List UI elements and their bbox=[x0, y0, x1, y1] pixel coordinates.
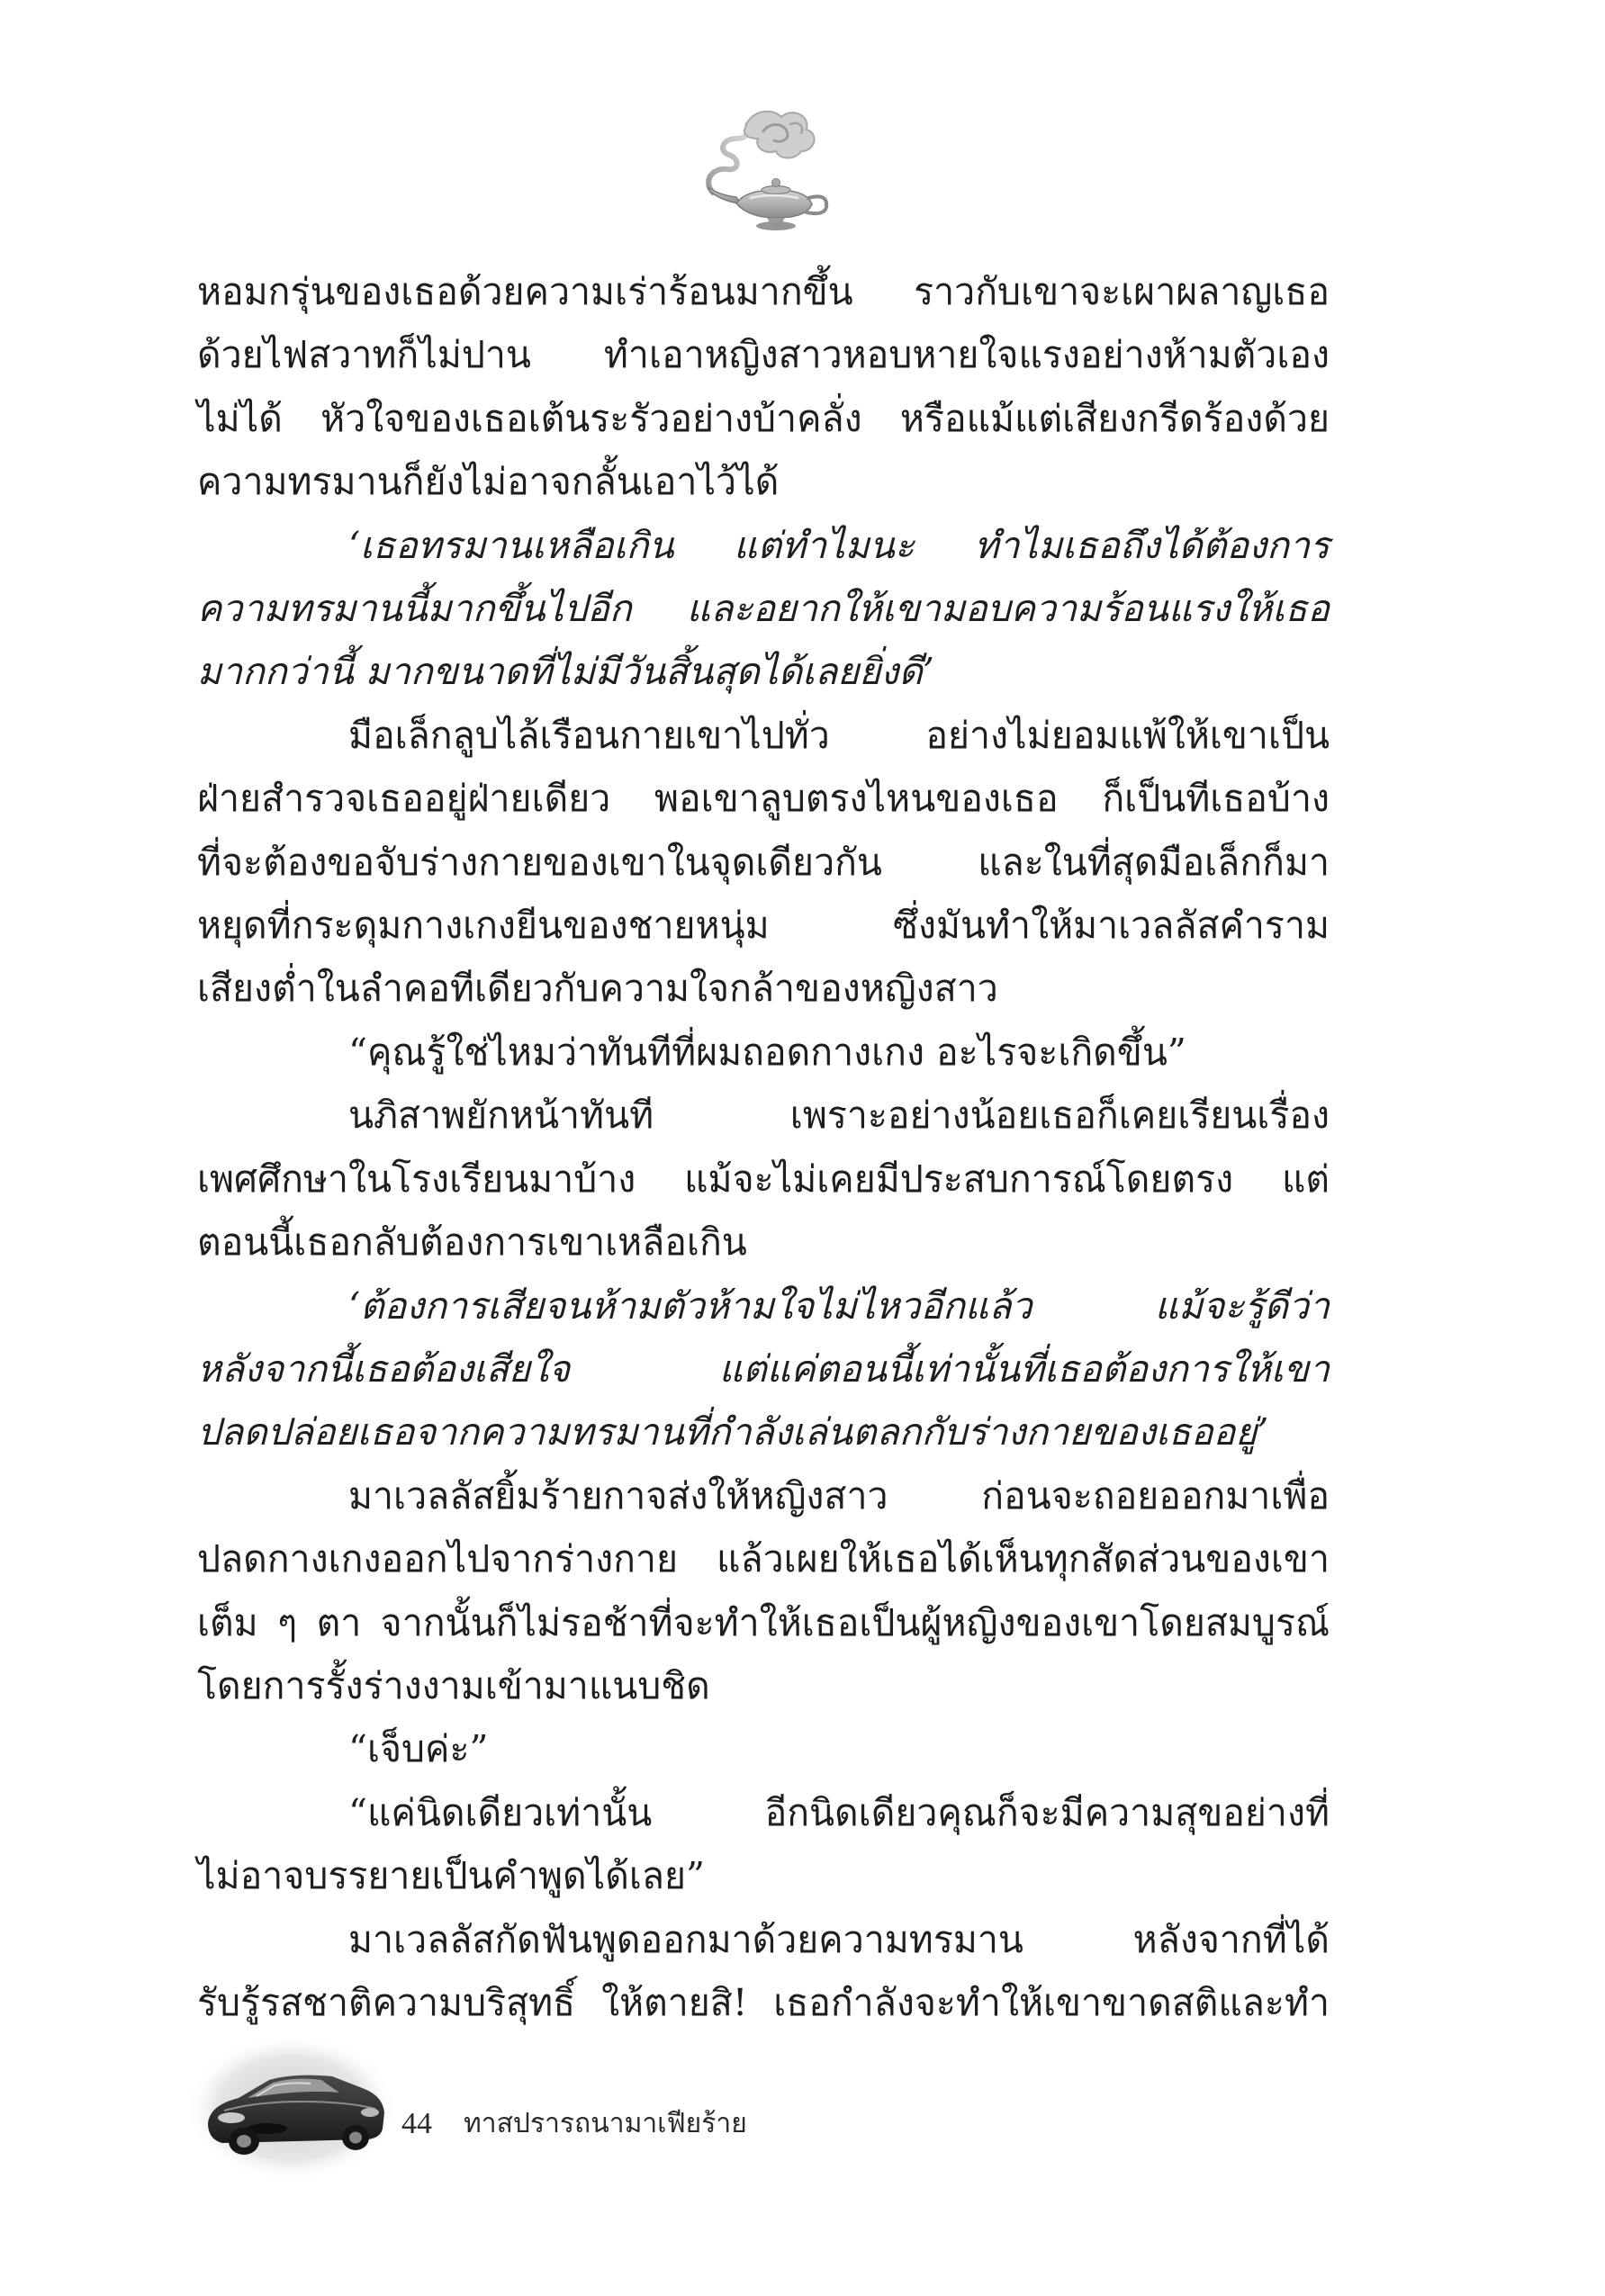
text-line: ความทรมานนี้มากขึ้นไปอีก และอยากให้เขามอบความร้อนแรงให้เธอ bbox=[197, 587, 1330, 631]
page-number: 44 bbox=[401, 2107, 432, 2140]
text-line: เต็ม ๆ ตา จากนั้นก็ไม่รอช้าที่จะทำให้เธอเป็นผู้หญิงของเขาโดยสมบูรณ์ bbox=[197, 1600, 1330, 1644]
text-line: รับรู้รสชาติความบริสุทธิ์ ให้ตายสิ! เธอกำลังจะทำให้เขาขาดสติและทำ bbox=[197, 1980, 1330, 2024]
inner-thought-paragraph bbox=[197, 514, 1330, 704]
paragraph bbox=[197, 1084, 1330, 1274]
text-line: ความทรมานก็ยังไม่อาจกลั้นเอาไว้ได้ bbox=[197, 460, 780, 504]
text-line: ตอนนี้เธอกลับต้องการเขาเหลือเกิน bbox=[197, 1220, 747, 1265]
text-line: มากกว่านี้ มากขนาดที่ไม่มีวันสิ้นสุดได้เลยยิ่งดี’ bbox=[197, 650, 934, 694]
text-line: ไม่ได้ หัวใจของเธอเต้นระรัวอย่างบ้าคลั่ง หรือแม้แต่เสียงกรีดร้องด้วย bbox=[197, 396, 1330, 440]
text-line: หอมกรุ่นของเธอด้วยความเร่าร้อนมากขึ้น ราวกับเขาจะเผาผลาญเธอ bbox=[197, 270, 1330, 313]
text-line: ปลดปล่อยเธอจากความทรมานที่กำลังเล่นตลกกับร่างกายของเธออยู่’ bbox=[197, 1410, 1269, 1454]
text-line: หยุดที่กระดุมกางเกงยีนของชายหนุ่ม ซึ่งมันทำให้มาเวลลัสคำราม bbox=[197, 904, 1330, 948]
text-line: มาเวลลัสยิ้มร้ายกาจส่งให้หญิงสาว ก่อนจะถอยออกมาเพื่อ bbox=[348, 1473, 1330, 1517]
paragraph bbox=[197, 1464, 1330, 1718]
text-line: “แค่นิดเดียวเท่านั้น อีกนิดเดียวคุณก็จะมีความสุขอย่างที่ bbox=[348, 1790, 1330, 1834]
text-line: มาเวลลัสกัดฟันพูดออกมาด้วยความทรมาน หลังจากที่ได้ bbox=[348, 1917, 1330, 1961]
text-line: หลังจากนี้เธอต้องเสียใจ แต่แค่ตอนนี้เท่านั้นที่เธอต้องการให้เขา bbox=[197, 1346, 1330, 1391]
sports-car-icon bbox=[185, 2033, 399, 2183]
dialogue-paragraph bbox=[197, 1781, 1330, 1908]
running-title: ทาสปรารถนามาเฟียร้าย bbox=[464, 2108, 747, 2139]
text-line: “เจ็บค่ะ” bbox=[348, 1727, 489, 1771]
text-line: นภิสาพยักหน้าทันที เพราะอย่างน้อยเธอก็เคยเรียนเรื่อง bbox=[348, 1094, 1330, 1138]
text-line: ปลดกางเกงออกไปจากร่างกาย แล้วเผยให้เธอได้เห็นทุกสัดส่วนของเขา bbox=[197, 1537, 1330, 1581]
dialogue-paragraph bbox=[197, 1021, 1330, 1084]
text-line: โดยการรั้งร่างงามเข้ามาแนบชิด bbox=[197, 1663, 710, 1707]
text-line: เสียงต่ำในลำคอทีเดียวกับความใจกล้าของหญิงสาว bbox=[197, 967, 998, 1011]
dialogue-paragraph bbox=[197, 1717, 1330, 1780]
paragraph bbox=[197, 704, 1330, 1021]
text-line: ด้วยไฟสวาทก็ไม่ปาน ทำเอาหญิงสาวหอบหายใจแรงอย่างห้ามตัวเอง bbox=[197, 333, 1330, 377]
body-text bbox=[197, 260, 1330, 2034]
text-line: เพศศึกษาในโรงเรียนมาบ้าง แม้จะไม่เคยมีประสบการณ์โดยตรง แต่ bbox=[197, 1157, 1330, 1201]
paragraph bbox=[197, 260, 1330, 514]
paragraph bbox=[197, 1908, 1330, 2035]
inner-thought-paragraph bbox=[197, 1274, 1330, 1464]
text-line: ‘ต้องการเสียจนห้ามตัวห้ามใจไม่ไหวอีกแล้ว แม้จะรู้ดีว่า bbox=[348, 1283, 1330, 1328]
text-line: มือเล็กลูบไล้เรือนกายเขาไปทั่ว อย่างไม่ยอมแพ้ให้เขาเป็น bbox=[348, 713, 1330, 757]
text-line: ที่จะต้องขอจับร่างกายของเขาในจุดเดียวกัน และในที่สุดมือเล็กก็มา bbox=[197, 840, 1330, 884]
text-line: ฝ่ายสำรวจเธออยู่ฝ่ายเดียว พอเขาลูบตรงไหนของเธอ ก็เป็นทีเธอบ้าง bbox=[197, 777, 1330, 821]
lamp-body bbox=[708, 179, 826, 231]
text-line: ไม่อาจบรรยายเป็นคำพูดได้เลย” bbox=[197, 1854, 705, 1898]
lamp-smoke bbox=[708, 112, 814, 193]
text-line: “คุณรู้ใช่ไหมว่าทันทีที่ผมถอดกางเกง อะไรจะเกิดขึ้น” bbox=[348, 1030, 1186, 1074]
genie-lamp-icon bbox=[700, 104, 832, 232]
text-line: ‘เธอทรมานเหลือเกิน แต่ทำไมนะ ทำไมเธอถึงได้ต้องการ bbox=[348, 523, 1330, 567]
